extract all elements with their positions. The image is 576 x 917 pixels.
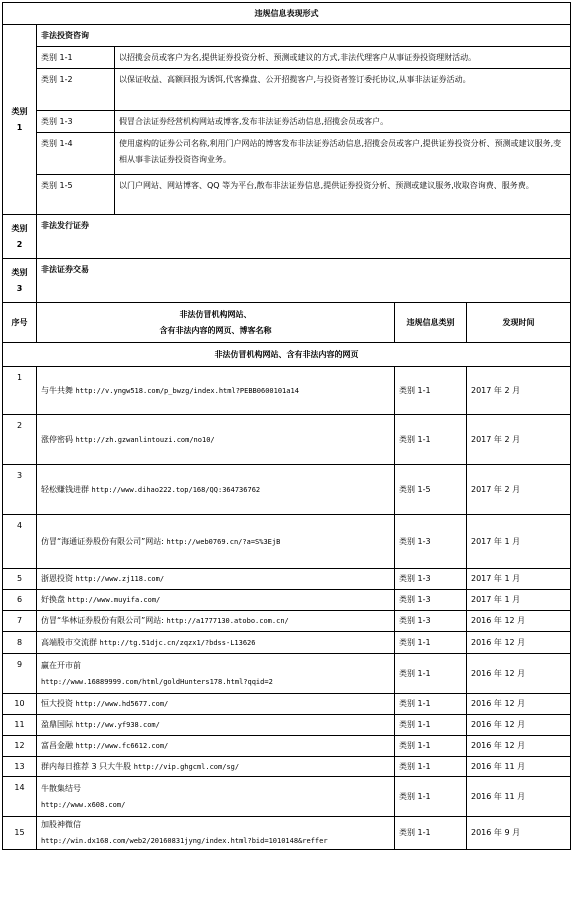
subcategory-text: 使用虚构的证券公司名称,利用门户网站的博客发布非法证券活动信息,招揽会员或客户,提供证券投资分析、预测或建议服务,变相从事非法证券投资咨询业务。 bbox=[115, 133, 571, 175]
row-date: 2016 年 12 月 bbox=[467, 611, 571, 632]
subcategory-text: 假冒合法证券经营机构网站或博客,发布非法证券活动信息,招揽会员或客户。 bbox=[115, 111, 571, 133]
row-name-cell bbox=[37, 415, 395, 465]
row-category: 类别 1-1 bbox=[395, 415, 467, 465]
row-number: 2 bbox=[3, 415, 37, 465]
row-category: 类别 1-1 bbox=[395, 694, 467, 715]
category-2-label: 类别 2 bbox=[3, 215, 37, 259]
row-category: 类别 1-1 bbox=[395, 757, 467, 777]
row-category: 类别 1-1 bbox=[395, 367, 467, 415]
violation-table bbox=[2, 2, 571, 850]
row-number: 1 bbox=[3, 367, 37, 415]
site-url: http://tg.51djc.cn/zqzx1/?bdss-L13626 bbox=[99, 638, 256, 647]
subcategory-code: 类别 1-2 bbox=[37, 69, 115, 111]
site-url: http://web0769.cn/?a=S%3EjB bbox=[166, 537, 281, 546]
row-category: 类别 1-1 bbox=[395, 632, 467, 654]
table-row bbox=[3, 569, 571, 590]
row-date: 2016 年 12 月 bbox=[467, 736, 571, 757]
site-url: http://a1777130.atobo.com.cn/ bbox=[166, 617, 289, 625]
site-name: 轻松赚钱进群 bbox=[41, 484, 89, 494]
site-name: 恒大投资 bbox=[41, 699, 73, 708]
row-category: 类别 1-1 bbox=[395, 715, 467, 736]
site-url: http://www.hd5677.com/ bbox=[75, 700, 169, 708]
row-name-cell bbox=[37, 757, 395, 777]
row-number: 12 bbox=[3, 736, 37, 757]
row-date: 2016 年 11 月 bbox=[467, 777, 571, 817]
site-url: http://www.x608.com/ bbox=[41, 800, 126, 809]
site-name: 仿冒“华林证券股份有限公司”网站: bbox=[41, 616, 164, 625]
site-url: http://www.muyifa.com/ bbox=[67, 596, 161, 604]
table-row bbox=[3, 611, 571, 632]
table-row bbox=[3, 367, 571, 415]
category-1-label: 类别 1 bbox=[3, 25, 37, 215]
row-category: 类别 1-3 bbox=[395, 590, 467, 611]
table-row bbox=[3, 590, 571, 611]
site-name: 高端股市交流群 bbox=[41, 637, 97, 647]
row-category: 类别 1-3 bbox=[395, 611, 467, 632]
row-name-cell bbox=[37, 736, 395, 757]
row-name-cell bbox=[37, 654, 395, 694]
table-row bbox=[3, 736, 571, 757]
row-number: 15 bbox=[3, 817, 37, 850]
table-row bbox=[3, 777, 571, 817]
row-date: 2017 年 1 月 bbox=[467, 569, 571, 590]
subcategory-text: 以保证收益、高额回报为诱饵,代客操盘、公开招揽客户,与投资者签订委托协议,从事非法证券活动。 bbox=[115, 69, 571, 111]
row-name-cell bbox=[37, 632, 395, 654]
table-row bbox=[3, 415, 571, 465]
table-row bbox=[3, 694, 571, 715]
row-name-cell bbox=[37, 569, 395, 590]
site-url: http://win.dx168.com/web2/20160831jyng/index.html?bid=1010148&reffer bbox=[41, 837, 328, 845]
subcategory-code: 类别 1-1 bbox=[37, 47, 115, 69]
row-date: 2017 年 2 月 bbox=[467, 465, 571, 515]
subcategory-code: 类别 1-4 bbox=[37, 133, 115, 175]
table-row bbox=[3, 654, 571, 694]
category-2-heading: 非法发行证券 bbox=[37, 215, 571, 259]
category-3-label: 类别 3 bbox=[3, 259, 37, 303]
row-category: 类别 1-1 bbox=[395, 817, 467, 850]
entries-body bbox=[3, 367, 571, 850]
subcategory-text: 以门户网站、网站博客、QQ 等为平台,散布非法证券信息,提供证券投资分析、预测或建议服务,收取咨询费、服务费。 bbox=[115, 175, 571, 215]
subcategory-code: 类别 1-3 bbox=[37, 111, 115, 133]
row-date: 2016 年 12 月 bbox=[467, 694, 571, 715]
row-date: 2017 年 2 月 bbox=[467, 367, 571, 415]
site-url: http://vip.ghgcml.com/sg/ bbox=[133, 762, 240, 771]
row-number: 8 bbox=[3, 632, 37, 654]
row-number: 10 bbox=[3, 694, 37, 715]
row-name-cell bbox=[37, 367, 395, 415]
site-url: http://www.dihao222.top/168/QQ:364736762 bbox=[91, 485, 261, 494]
header-seq: 序号 bbox=[3, 303, 37, 343]
row-number: 11 bbox=[3, 715, 37, 736]
subcategory-text: 以招揽会员或客户为名,提供证券投资分析、预测或建议的方式,非法代理客户从事证券投资理财活动。 bbox=[115, 47, 571, 69]
row-category: 类别 1-3 bbox=[395, 569, 467, 590]
row-date: 2017 年 1 月 bbox=[467, 515, 571, 569]
site-url: http://v.yngw518.com/p_bwzg/index.html?PEBB0600101a14 bbox=[75, 386, 299, 395]
row-date: 2016 年 12 月 bbox=[467, 654, 571, 694]
site-name: 好换盘 bbox=[41, 595, 65, 604]
site-name: 群内每日推荐 3 只大牛股 bbox=[41, 761, 132, 771]
header-category: 违规信息类别 bbox=[395, 303, 467, 343]
table-row bbox=[3, 715, 571, 736]
row-name-cell bbox=[37, 590, 395, 611]
row-name-cell bbox=[37, 817, 395, 850]
site-name: 加股神微信 bbox=[41, 820, 81, 829]
site-url: http://zh.gzwanlintouzi.com/no10/ bbox=[75, 435, 215, 444]
site-url: http://www.fc6612.com/ bbox=[75, 742, 169, 750]
row-number: 4 bbox=[3, 515, 37, 569]
row-name-cell bbox=[37, 694, 395, 715]
table-title: 违规信息表现形式 bbox=[3, 3, 571, 25]
site-name: 涨停密码 bbox=[41, 434, 73, 444]
row-date: 2017 年 1 月 bbox=[467, 590, 571, 611]
table-row bbox=[3, 757, 571, 777]
category-3-heading: 非法证券交易 bbox=[37, 259, 571, 303]
row-category: 类别 1-1 bbox=[395, 736, 467, 757]
site-name: 浙恩投资 bbox=[41, 574, 73, 583]
row-name-cell bbox=[37, 777, 395, 817]
row-number: 5 bbox=[3, 569, 37, 590]
row-date: 2017 年 2 月 bbox=[467, 415, 571, 465]
site-name: 盈鼎国际 bbox=[41, 720, 73, 729]
site-name: 仿冒“海通证券股份有限公司”网站: bbox=[41, 536, 164, 546]
row-name-cell bbox=[37, 715, 395, 736]
row-category: 类别 1-1 bbox=[395, 777, 467, 817]
row-number: 13 bbox=[3, 757, 37, 777]
row-name-cell bbox=[37, 465, 395, 515]
row-date: 2016 年 9 月 bbox=[467, 817, 571, 850]
table-row bbox=[3, 515, 571, 569]
row-date: 2016 年 12 月 bbox=[467, 632, 571, 654]
header-name: 非法仿冒机构网站、 含有非法内容的网页、博客名称 bbox=[37, 303, 395, 343]
row-category: 类别 1-1 bbox=[395, 654, 467, 694]
table-row bbox=[3, 465, 571, 515]
row-number: 7 bbox=[3, 611, 37, 632]
row-date: 2016 年 11 月 bbox=[467, 757, 571, 777]
row-number: 9 bbox=[3, 654, 37, 694]
category-1-heading: 非法投资咨询 bbox=[37, 25, 571, 47]
table-row bbox=[3, 817, 571, 850]
table-row bbox=[3, 632, 571, 654]
site-name: 与牛共舞 bbox=[41, 385, 73, 395]
header-date: 发现时间 bbox=[467, 303, 571, 343]
site-url: http://ww.yf938.com/ bbox=[75, 721, 160, 729]
row-name-cell bbox=[37, 515, 395, 569]
row-category: 类别 1-3 bbox=[395, 515, 467, 569]
site-name: 赢在开市前 bbox=[41, 660, 81, 670]
row-category: 类别 1-5 bbox=[395, 465, 467, 515]
site-name: 牛散集结号 bbox=[41, 783, 81, 793]
section-title: 非法仿冒机构网站、含有非法内容的网页 bbox=[3, 343, 571, 367]
subcategory-code: 类别 1-5 bbox=[37, 175, 115, 215]
row-date: 2016 年 12 月 bbox=[467, 715, 571, 736]
row-number: 14 bbox=[3, 777, 37, 817]
row-number: 3 bbox=[3, 465, 37, 515]
row-name-cell bbox=[37, 611, 395, 632]
site-url: http://www.zj118.com/ bbox=[75, 575, 165, 583]
site-name: 富昌金融 bbox=[41, 741, 73, 750]
row-number: 6 bbox=[3, 590, 37, 611]
site-url: http://www.16889999.com/html/goldHunters178.html?qqid=2 bbox=[41, 677, 273, 686]
